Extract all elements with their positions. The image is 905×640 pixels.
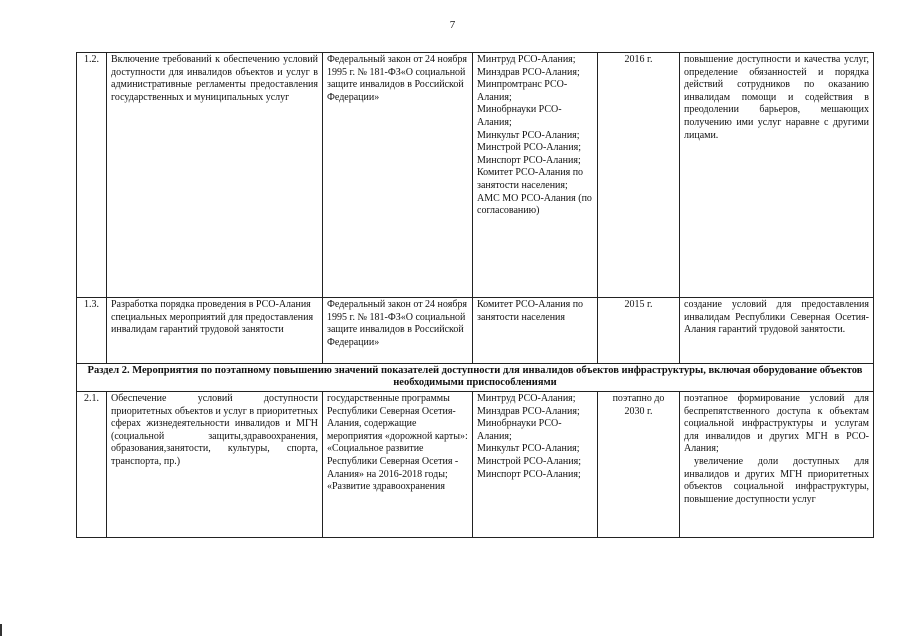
executor-item: Минтруд РСО-Алания; bbox=[477, 393, 576, 404]
legal-basis: Федеральный закон от 24 ноября 1995 г. № 181-ФЗ«О социальной защите инвалидов в Российской Федерации» bbox=[323, 298, 473, 364]
expected-result bbox=[680, 392, 874, 538]
executor-item: Комитет РСО-Алания по занятости населения bbox=[477, 299, 584, 323]
page-number: 7 bbox=[449, 19, 456, 31]
executors-cell bbox=[473, 298, 598, 364]
result-paragraph: увеличение доли доступных для инвалидов и других МГН приоритетных объектов социальной инфраструктуры, повышение доступности услуг bbox=[684, 455, 869, 505]
legal-basis: Федеральный закон от 24 ноября 1995 г. № 181-ФЗ«О социальной защите инвалидов в Российской Федерации» bbox=[323, 53, 473, 298]
executor-item: Минтруд РСО-Алания; bbox=[477, 54, 576, 65]
executor-item: Минобрнауки РСО-Алания; bbox=[477, 104, 562, 128]
executor-item: Минспорт РСО-Алания; bbox=[477, 468, 581, 480]
legal-basis: государственные программы Республики Северная Осетия-Алания, содержащие мероприятия «дорожной карты»: «Социальное развитие Республики Северная Осетия - Алания» на 2016-2018 годы; «Развитие здравоохранения bbox=[323, 392, 473, 538]
scan-edge-mark bbox=[0, 624, 2, 636]
result-paragraph: создание условий для предоставления инвалидам Республики Северная Осетия-Алания гарантий трудовой занятости. bbox=[684, 299, 869, 336]
result-paragraph: повышение доступности и качества услуг, определение обязанностей и порядка действий сотрудников по оказанию инвалидам помощи и содействия в преодолении барьеров, мешающих получению ими услуг наравне с другими лицами. bbox=[684, 54, 869, 141]
measure-name: Разработка порядка проведения в РСО-Алания специальных мероприятий для предоставления инвалидам гарантий трудовой занятости bbox=[107, 298, 323, 364]
row-number: 2.1. bbox=[77, 392, 107, 538]
executor-item: Минпромтранс РСО-Алания; bbox=[477, 79, 568, 103]
row-number: 1.3. bbox=[77, 298, 107, 364]
executor-item: Минздрав РСО-Алания; bbox=[477, 405, 580, 417]
table-row bbox=[77, 392, 874, 538]
executor-item: Минстрой РСО-Алания; bbox=[477, 455, 582, 467]
executor-item: Комитет РСО-Алания по занятости населения; bbox=[477, 167, 584, 191]
executors-cell bbox=[473, 53, 598, 298]
measures-table bbox=[76, 52, 874, 538]
executors-cell bbox=[473, 392, 598, 538]
section-heading: Раздел 2. Мероприятия по поэтапному повышению значений показателей доступности для инвалидов объектов инфраструктуры, включая оборудование объектов необходимыми приспособлениями bbox=[77, 364, 874, 392]
executor-item: Минкульт РСО-Алания; bbox=[477, 443, 580, 455]
measure-name: Включение требований к обеспечению условий доступности для инвалидов объектов и услуг в административные регламенты предоставления государственных и муниципальных услуг bbox=[107, 53, 323, 298]
executor-item: Минспорт РСО-Алания; bbox=[477, 154, 581, 166]
executor-item: Минстрой РСО-Алания; bbox=[477, 142, 582, 154]
measure-name: Обеспечение условий доступности приоритетных объектов и услуг в приоритетных сферах жизнедеятельности инвалидов и МГН (социальной защиты,здравоохранения, образования,занятости, культуры, спорта, транспорта, пр.) bbox=[107, 392, 323, 538]
term: 2015 г. bbox=[598, 298, 680, 364]
result-paragraph: поэтапное формирование условий для беспрепятственного доступа к объектам социальной инфраструктуры и услугам для инвалидов и других МГН в РСО-Алания; bbox=[684, 393, 869, 455]
expected-result bbox=[680, 53, 874, 298]
expected-result bbox=[680, 298, 874, 364]
table-row bbox=[77, 298, 874, 364]
section-row bbox=[77, 364, 874, 392]
executor-item: Минобрнауки РСО-Алания; bbox=[477, 418, 562, 442]
term: поэтапно до 2030 г. bbox=[598, 392, 680, 538]
table-row bbox=[77, 53, 874, 298]
executor-item: АМС МО РСО-Алания (по согласованию) bbox=[477, 192, 592, 217]
executor-item: Минздрав РСО-Алания; bbox=[477, 66, 580, 78]
term: 2016 г. bbox=[598, 53, 680, 298]
executor-item: Минкульт РСО-Алания; bbox=[477, 129, 580, 141]
row-number: 1.2. bbox=[77, 53, 107, 298]
